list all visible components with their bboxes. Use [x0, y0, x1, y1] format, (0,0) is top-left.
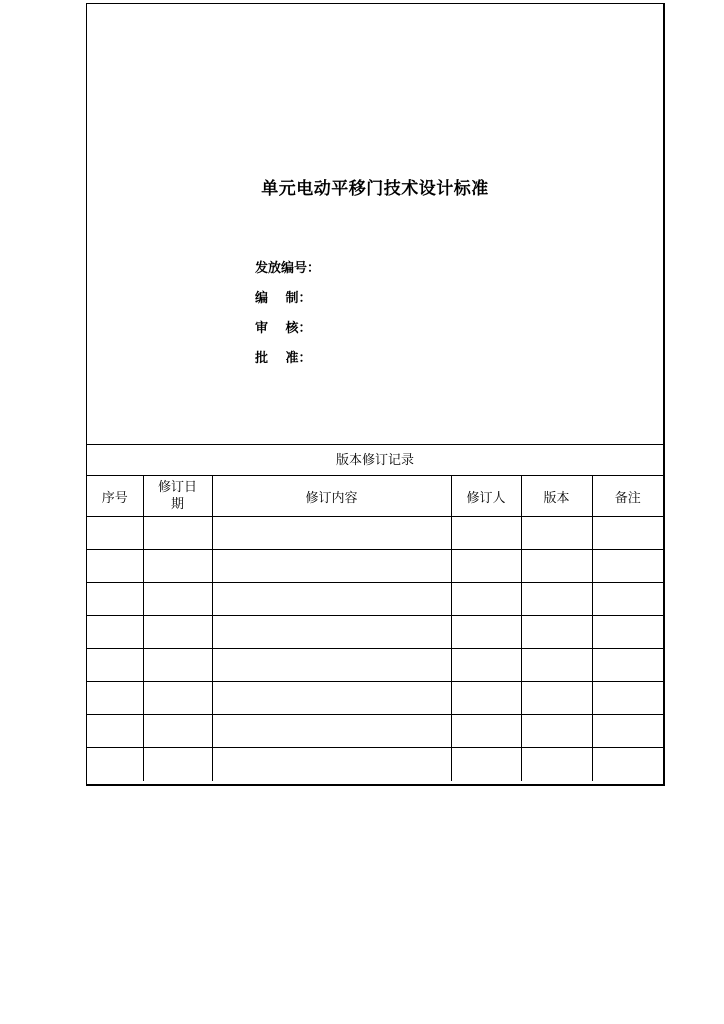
- table-cell: [451, 517, 521, 550]
- approved-by-label: 批 准：: [255, 351, 312, 366]
- table-cell: [592, 748, 663, 781]
- table-cell: [521, 715, 592, 748]
- table-cell: [592, 517, 663, 550]
- table-row: [87, 748, 663, 781]
- table-cell: [451, 682, 521, 715]
- table-cell: [143, 550, 212, 583]
- table-cell: [87, 517, 143, 550]
- table-cell: [451, 715, 521, 748]
- revision-record-title: 版本修订记录: [87, 444, 663, 476]
- table-cell: [143, 649, 212, 682]
- table-cell: [212, 550, 451, 583]
- table-cell: [592, 550, 663, 583]
- table-row: [87, 715, 663, 748]
- table-cell: [592, 682, 663, 715]
- table-cell: [212, 517, 451, 550]
- table-cell: [521, 649, 592, 682]
- document-frame: [86, 3, 665, 786]
- signoff-block: [255, 258, 320, 378]
- table-cell: [521, 682, 592, 715]
- table-cell: [521, 748, 592, 781]
- column-header-reviser: 修订人: [451, 476, 521, 517]
- table-cell: [451, 649, 521, 682]
- table-cell: [143, 616, 212, 649]
- column-header-revision-date: [143, 476, 212, 517]
- table-cell: [521, 616, 592, 649]
- table-cell: [143, 715, 212, 748]
- table-row: [87, 616, 663, 649]
- column-header-remarks: 备注: [592, 476, 663, 517]
- table-cell: [212, 616, 451, 649]
- table-cell: [521, 583, 592, 616]
- table-header-row: [87, 476, 663, 517]
- column-header-version: 版本: [521, 476, 592, 517]
- table-cell: [87, 583, 143, 616]
- table-cell: [521, 517, 592, 550]
- table-cell: [212, 649, 451, 682]
- document-title: 单元电动平移门技术设计标准: [261, 179, 489, 199]
- table-cell: [451, 550, 521, 583]
- table-cell: [451, 748, 521, 781]
- table-cell: [143, 748, 212, 781]
- revision-record-table: [87, 475, 663, 781]
- column-header-index: 序号: [87, 476, 143, 517]
- table-cell: [212, 682, 451, 715]
- table-body: [87, 517, 663, 781]
- column-header-revision-date-text: 修订日期: [158, 480, 198, 512]
- table-cell: [143, 517, 212, 550]
- table-cell: [87, 748, 143, 781]
- table-cell: [521, 550, 592, 583]
- column-header-revision-content: 修订内容: [212, 476, 451, 517]
- table-row: [87, 550, 663, 583]
- table-cell: [592, 583, 663, 616]
- reviewed-by-label: 审 核：: [255, 321, 312, 336]
- table-cell: [592, 616, 663, 649]
- table-cell: [87, 649, 143, 682]
- table-row: [87, 682, 663, 715]
- issue-number-label: 发放编号：: [255, 261, 321, 276]
- table-cell: [143, 682, 212, 715]
- table-cell: [592, 649, 663, 682]
- table-row: [87, 583, 663, 616]
- table-cell: [212, 715, 451, 748]
- table-cell: [212, 748, 451, 781]
- table-cell: [451, 616, 521, 649]
- table-cell: [87, 715, 143, 748]
- table-cell: [87, 682, 143, 715]
- table-cell: [87, 616, 143, 649]
- table-cell: [143, 583, 212, 616]
- table-cell: [451, 583, 521, 616]
- table-cell: [592, 715, 663, 748]
- table-cell: [212, 583, 451, 616]
- table-row: [87, 517, 663, 550]
- table-row: [87, 649, 663, 682]
- compiled-by-label: 编 制：: [255, 291, 312, 306]
- table-cell: [87, 550, 143, 583]
